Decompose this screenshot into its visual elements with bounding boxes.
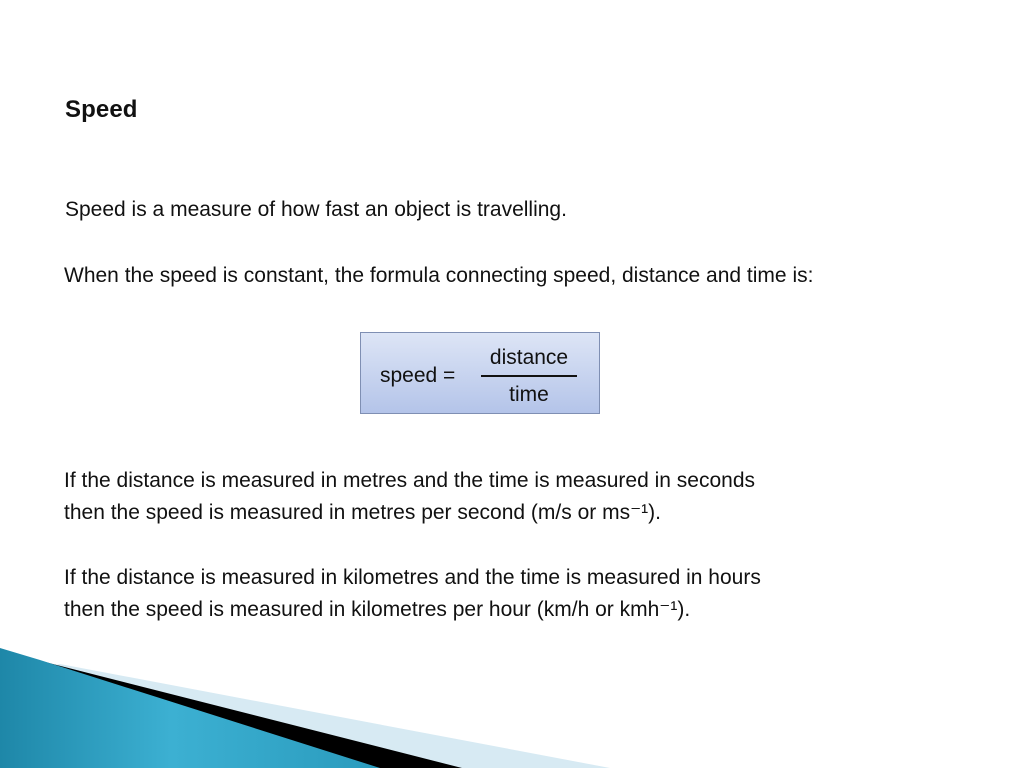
formula-numerator: distance: [481, 345, 577, 377]
formula-lhs: speed =: [380, 364, 456, 387]
slide-title: Speed: [65, 96, 138, 123]
formula-denominator: time: [509, 383, 549, 406]
metres-paragraph-line-1: If the distance is measured in metres and the time is measured in seconds: [64, 469, 756, 492]
speed-definition: Speed is a measure of how fast an object is travelling.: [65, 198, 567, 221]
metres-paragraph-line-2: then the speed is measured in metres per second (m/s or ms⁻¹).: [64, 501, 661, 524]
formula-intro: When the speed is constant, the formula connecting speed, distance and time is:: [64, 264, 814, 287]
ribbon-teal-band: [0, 648, 380, 768]
kilometres-paragraph-line-1: If the distance is measured in kilometres and the time is measured in hours: [64, 566, 761, 589]
kilometres-paragraph-line-2: then the speed is measured in kilometres per hour (km/h or kmh⁻¹).: [64, 598, 691, 621]
